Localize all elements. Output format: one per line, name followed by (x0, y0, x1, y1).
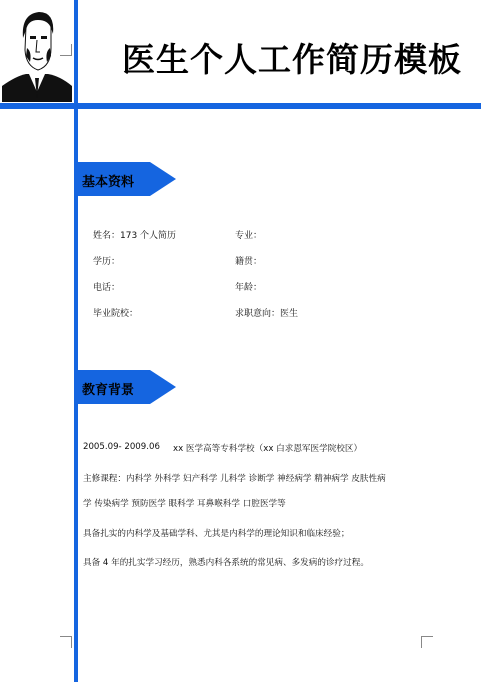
field-intention: 求职意向：医生 (235, 309, 299, 319)
crop-mark-bottom-left (60, 636, 72, 648)
education-courses-line-1: 主修课程：内科学 外科学 妇产科学 儿科学 诊断学 神经病学 精神病学 皮肤性病 (83, 474, 386, 484)
field-name: 姓名：173 个人简历 (93, 231, 177, 241)
section-title-basic-info: 基本资料 (82, 175, 135, 190)
section-tag-education (78, 370, 176, 404)
crop-mark-bottom-right (421, 636, 433, 648)
field-phone: 电话： (93, 283, 121, 293)
horizontal-accent-line (0, 103, 481, 109)
education-period: 2005.09- 2009.06 (83, 442, 160, 452)
education-description-2: 具备 4 年的扎实学习经历，熟悉内科各系统的常见病、多发病的诊疗过程。 (83, 558, 369, 568)
page-title: 医生个人工作简历模板 (122, 40, 462, 79)
section-title-education: 教育背景 (82, 383, 135, 398)
field-age: 年龄： (235, 283, 263, 293)
education-institution: xx 医学高等专科学校（xx 白求恩军医学院校区） (173, 444, 363, 454)
field-major: 专业： (235, 231, 263, 241)
crop-mark-top-left (60, 44, 72, 56)
education-courses-line-2: 学 传染病学 预防医学 眼科学 耳鼻喉科学 口腔医学等 (83, 499, 286, 509)
education-description-1: 具备扎实的内科学及基础学科、尤其是内科学的理论知识和临床经验； (83, 529, 350, 539)
section-tag-basic-info (78, 162, 176, 196)
field-native-place: 籍贯： (235, 257, 263, 267)
field-degree: 学历： (93, 257, 121, 267)
field-school: 毕业院校： (93, 309, 139, 319)
